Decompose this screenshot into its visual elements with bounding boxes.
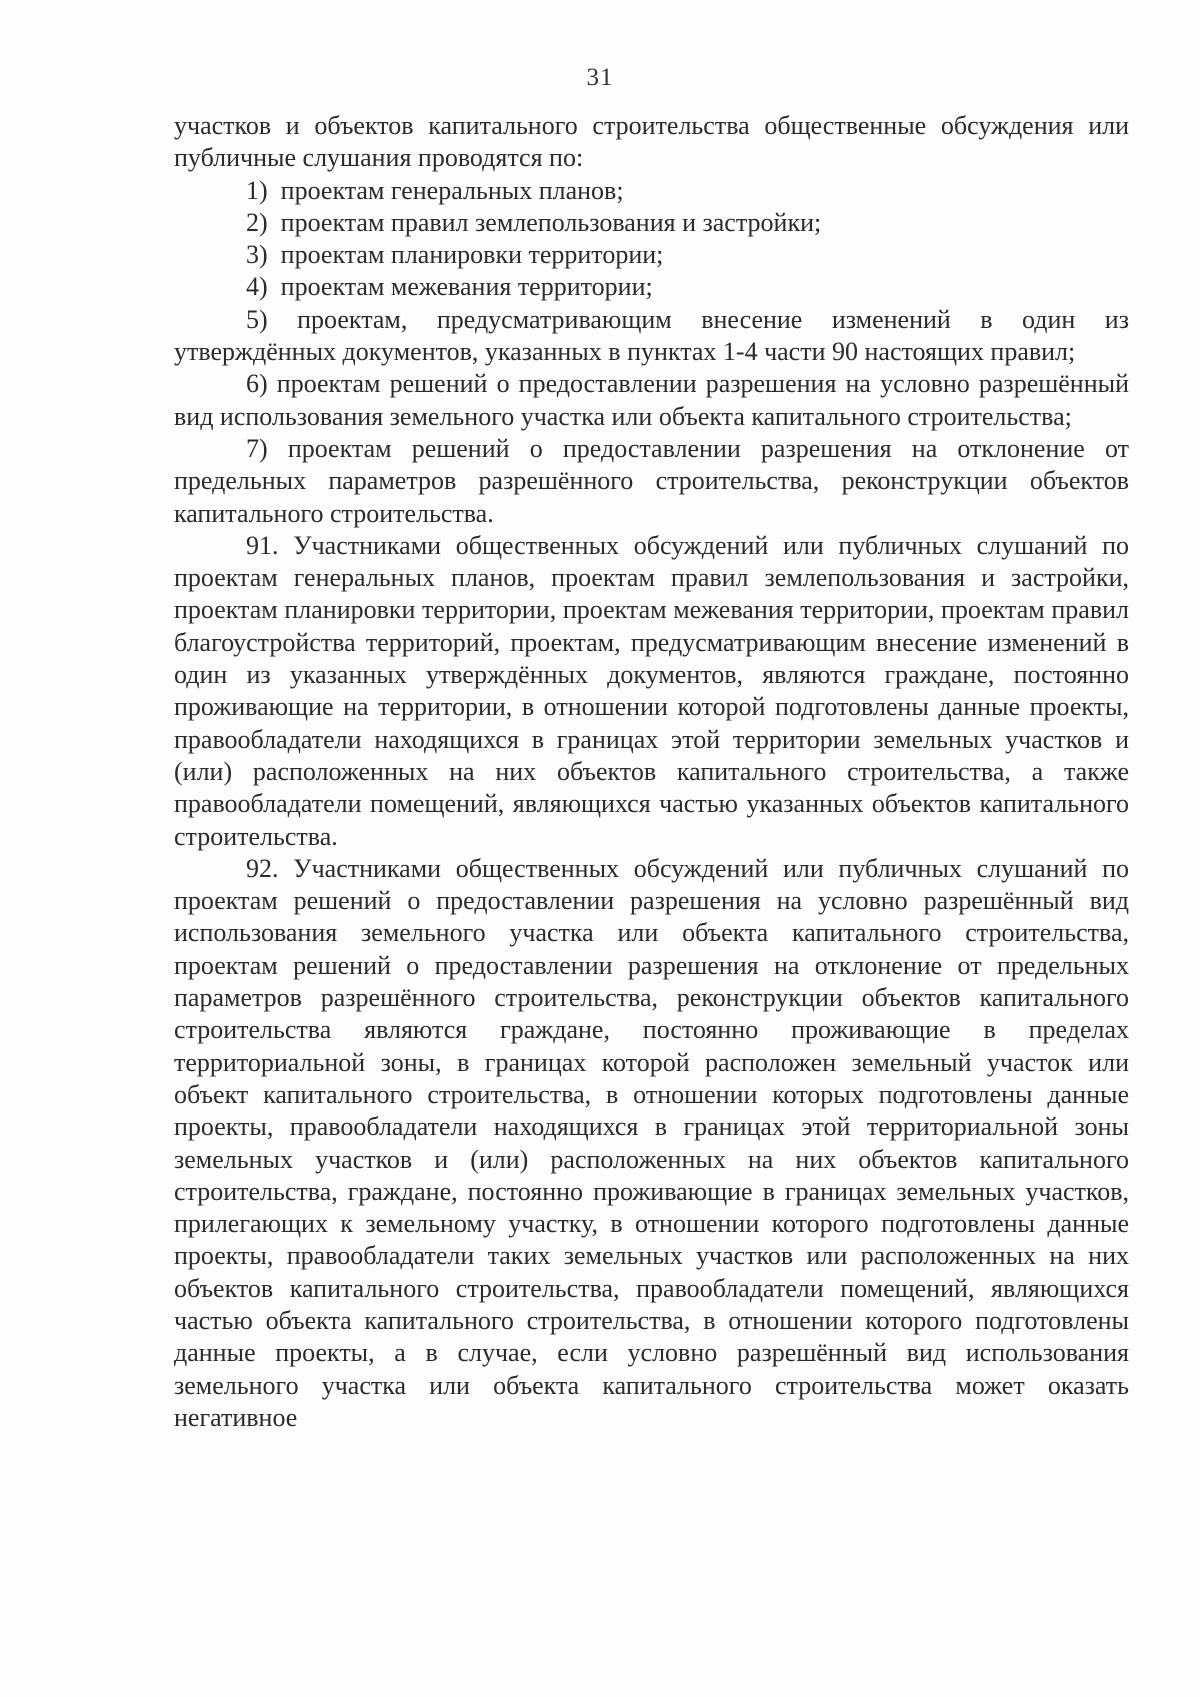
- list-item-number: 3): [246, 240, 268, 270]
- document-body: [174, 110, 1129, 1434]
- list-item-1: [174, 175, 1129, 207]
- list-item-text: проектам межевания территории;: [280, 272, 653, 302]
- intro-paragraph: участков и объектов капитального строительства общественные обсуждения или публичные слушания проводятся по:: [174, 111, 1129, 173]
- list-item-text: проектам правил землепользования и застройки;: [280, 207, 822, 237]
- list-item-number: 2): [246, 207, 268, 237]
- list-item-7: [174, 433, 1129, 530]
- list-item-text: проектам генеральных планов;: [280, 175, 624, 205]
- paragraph-92: 92. Участниками общественных обсуждений или публичных слушаний по проектам решений о предоставлении разрешения на условно разрешённый вид использования земельного участка или объекта капитального строительства, проектам решений о предоставлении разрешения на отклонение от предельных параметров разрешённого строительства, реконструкции объектов капитального строительства являются граждане, постоянно проживающие в пределах территориальной зоны, в границах которой расположен земельный участок или объект капитального строительства, в отношении которых подготовлены данные проекты, правообладатели находящихся в границах этой территориальной зоны земельных участков и (или) расположенных на них объектов капитального строительства, граждане, постоянно проживающие в границах земельных участков, прилегающих к земельному участку, в отношении которого подготовлены данные проекты, правообладатели таких земельных участков или расположенных на них объектов капитального строительства, правообладатели помещений, являющихся частью объекта капитального строительства, в отношении которого подготовлены данные проекты, а в случае, если условно разрешённый вид использования земельного участка или объекта капитального строительства может оказать негативное: [174, 853, 1129, 1432]
- list-item-number: 6): [246, 369, 268, 399]
- list-item-text: проектам решений о предоставлении разрешения на отклонение от предельных параметров разрешённого строительства, реконструкции объектов капитального строительства.: [174, 433, 1130, 528]
- list-item-2: [174, 207, 1129, 239]
- list-item-number: 5): [246, 304, 268, 334]
- list-item-4: [174, 271, 1129, 303]
- list-item-5: [174, 304, 1129, 369]
- list-item-6: [174, 368, 1129, 433]
- list-item-text: проектам, предусматривающим внесение изменений в один из утверждённых документов, указанных в пунктах 1-4 части 90 настоящих правил;: [174, 304, 1129, 367]
- list-item-text: проектам решений о предоставлении разрешения на условно разрешённый вид использования земельного участка или объекта капитального строительства;: [174, 369, 1129, 431]
- paragraph-91: 91. Участниками общественных обсуждений или публичных слушаний по проектам генеральных планов, проектам правил землепользования и застройки, проектам планировки территории, проектам межевания территории, проектам правил благоустройства территорий, проектам, предусматривающим внесение изменений в один из указанных утверждённых документов, являются граждане, постоянно проживающие на территории, в отношении которой подготовлены данные проекты, правообладатели находящихся в границах этой территории земельных участков и (или) расположенных на них объектов капитального строительства, а также правообладатели помещений, являющихся частью указанных объектов капитального строительства.: [174, 530, 1129, 851]
- list-item-text: проектам планировки территории;: [280, 240, 664, 270]
- list-item-3: [174, 239, 1129, 271]
- list-item-number: 1): [246, 175, 268, 205]
- list-item-number: 7): [246, 433, 268, 463]
- list-item-number: 4): [246, 272, 268, 302]
- page-number: 31: [586, 64, 614, 91]
